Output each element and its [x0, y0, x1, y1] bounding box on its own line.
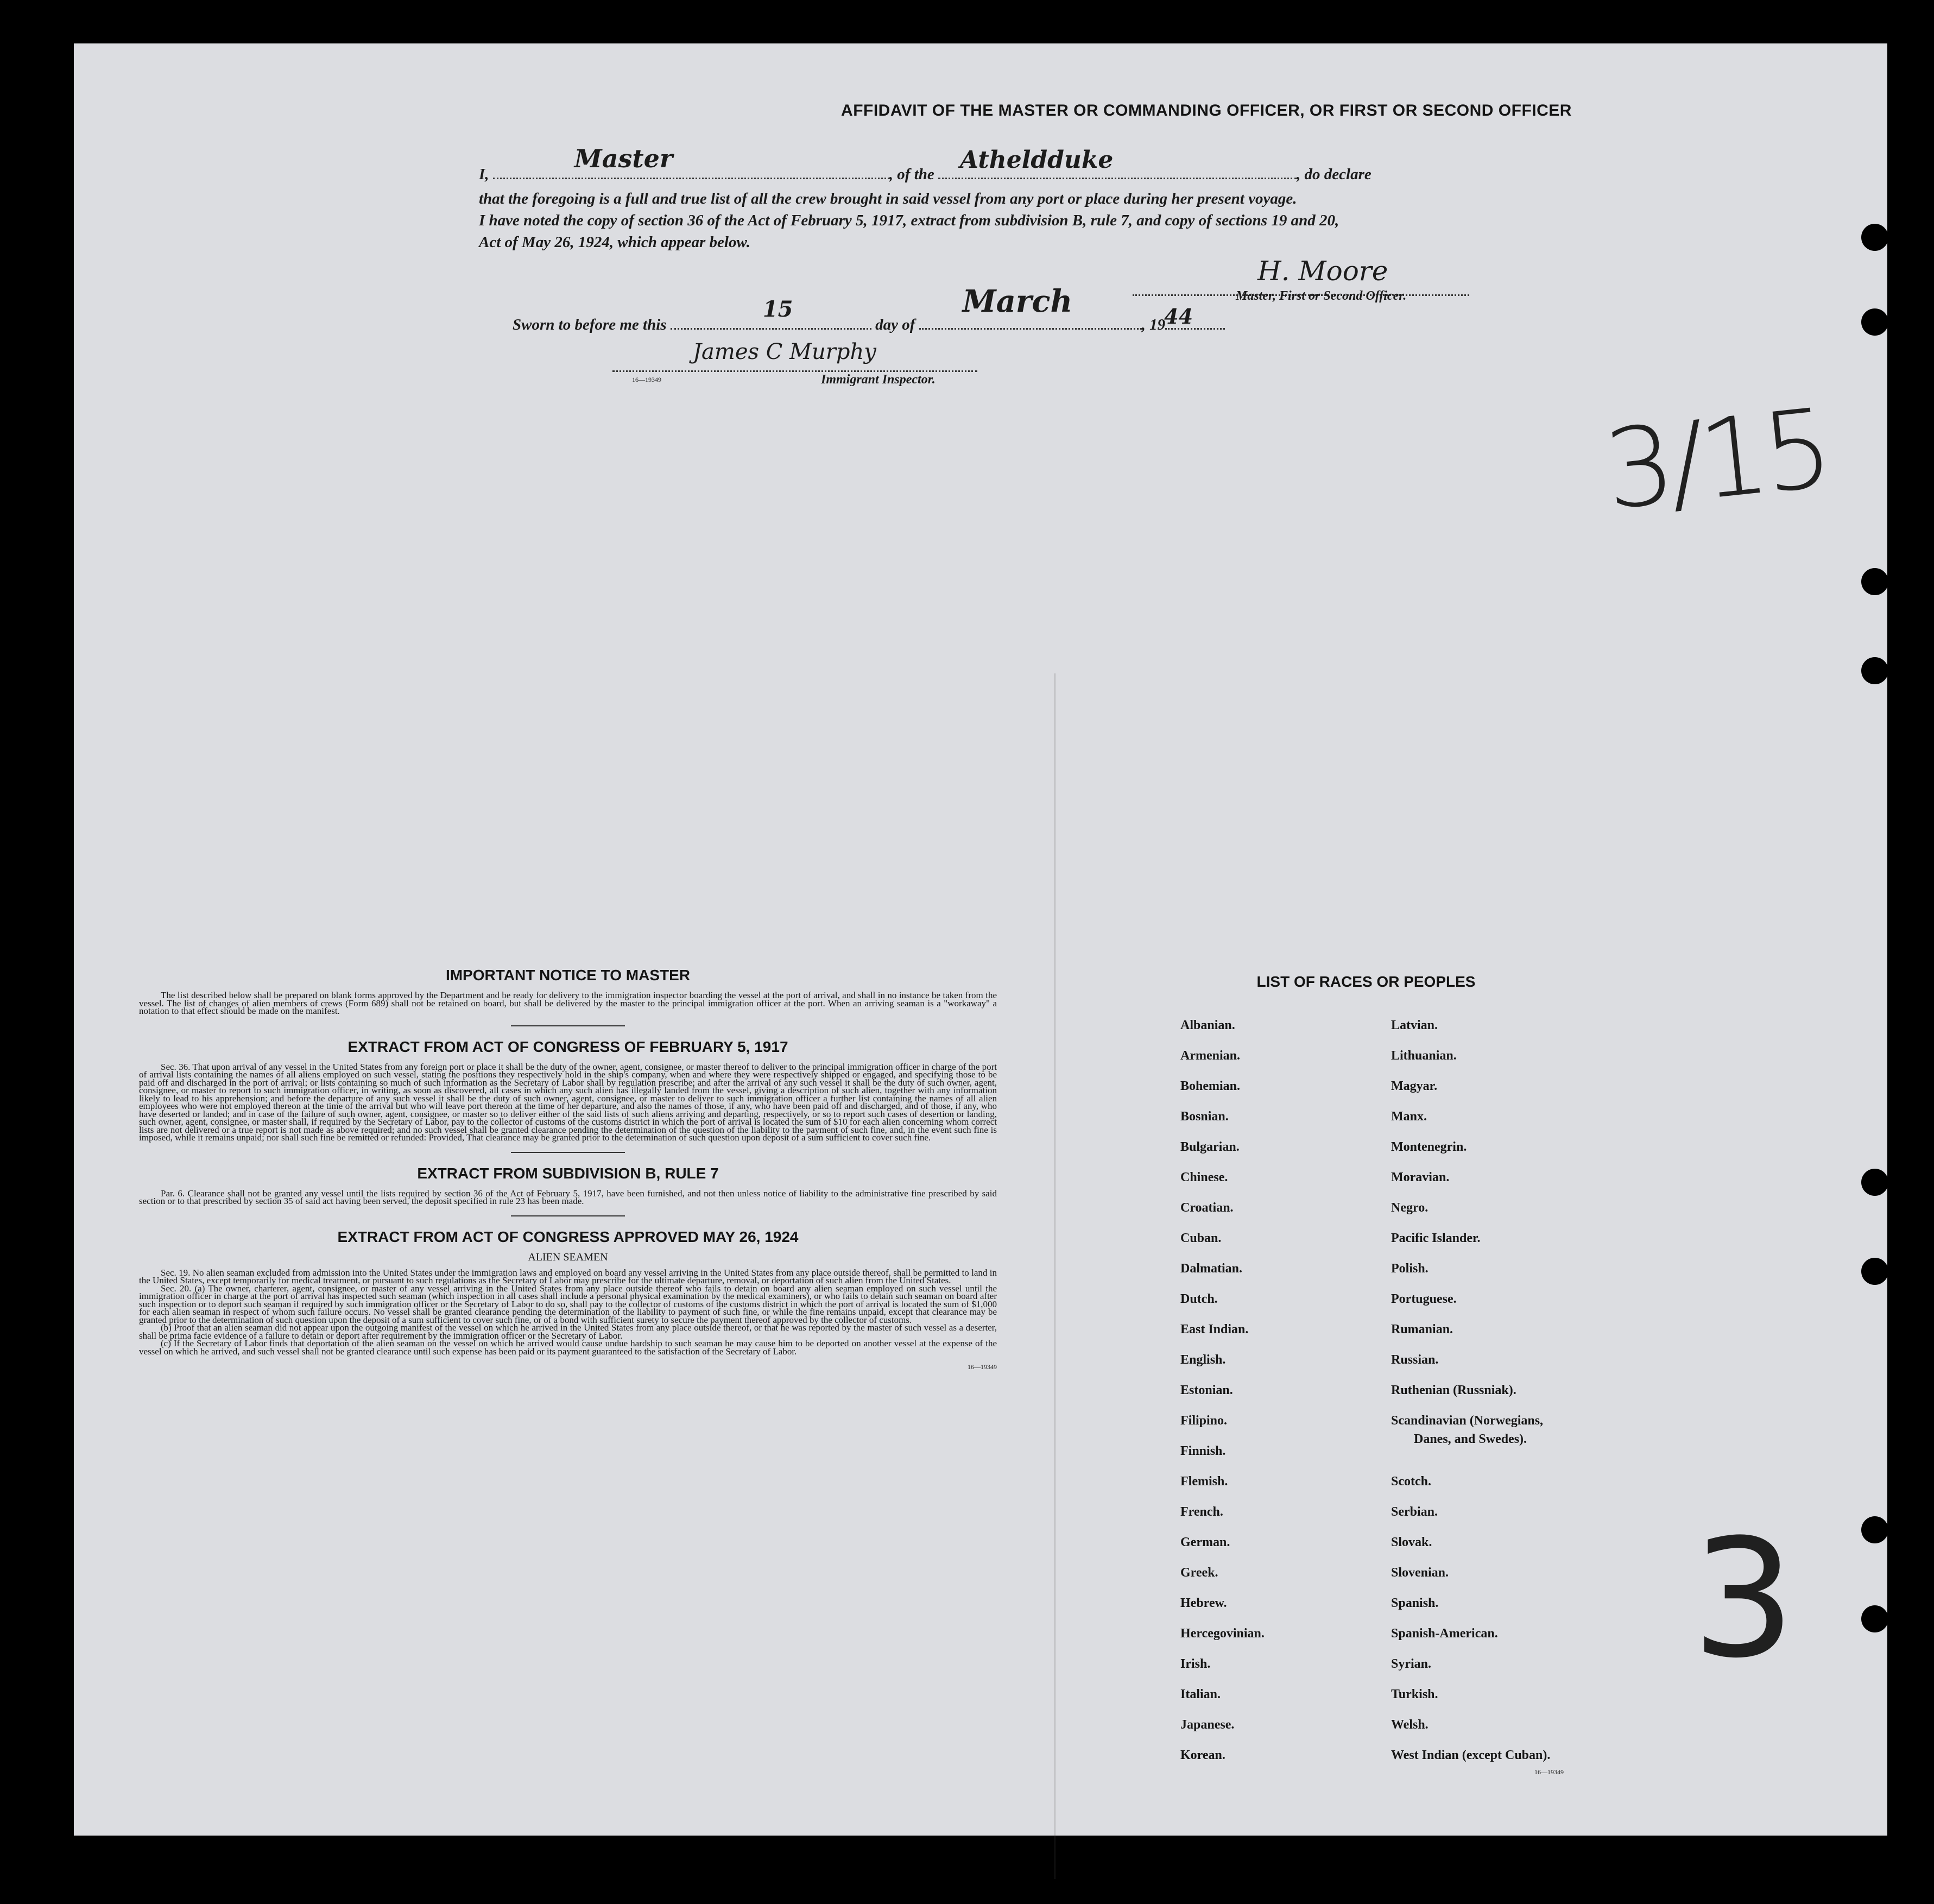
- year-handwriting: 44: [1164, 304, 1193, 329]
- notice-column: [139, 967, 997, 1371]
- declaration-line-3: I have noted the copy of section 36 of the Act of February 5, 1917, extract from subdivision B, rule 7, and copy of sections 19 and 20,: [479, 212, 1339, 229]
- notice-form-number: 16—19349: [968, 1363, 997, 1371]
- race-left-item: German.: [1180, 1535, 1230, 1549]
- race-right-item: Russian.: [1391, 1353, 1439, 1367]
- races-heading: LIST OF RACES OR PEOPLES: [1256, 973, 1476, 990]
- race-left-item: Filipino.: [1180, 1414, 1228, 1428]
- punch-hole: [1861, 1516, 1888, 1543]
- race-left-item: French.: [1180, 1505, 1223, 1519]
- race-left-item: English.: [1180, 1353, 1226, 1367]
- race-left-item: Flemish.: [1180, 1474, 1228, 1489]
- inspector-caption: Immigrant Inspector.: [821, 373, 936, 387]
- notice-heading: IMPORTANT NOTICE TO MASTER: [445, 967, 691, 983]
- extract3-sec20b: (b) Proof that an alien seaman did not appear upon the outgoing manifest of the vessel on which he arrived in the United States from any place outside thereof, or that he was reported by the master of such vessel as a deserter, shall be prima facie evidence of a failure to detain or deport after requirement by the immigration officer or the Secretary of Labor.: [139, 1322, 997, 1341]
- master-signature: H. Moore: [1257, 255, 1388, 287]
- race-right-item: Portuguese.: [1391, 1292, 1457, 1306]
- race-right-item: Polish.: [1391, 1262, 1429, 1276]
- form-page: [74, 43, 1887, 1836]
- race-right-item: Moravian.: [1391, 1170, 1450, 1184]
- race-right-item: Serbian.: [1391, 1505, 1438, 1519]
- declaration-line-2: that the foregoing is a full and true list of all the crew brought in said vessel from any port or place during her present voyage.: [479, 190, 1297, 207]
- punch-hole: [1861, 657, 1888, 684]
- race-right-item: Danes, and Swedes).: [1414, 1432, 1527, 1446]
- affidavit-form-number: 16—19349: [632, 376, 661, 383]
- race-left-item: Armenian.: [1180, 1049, 1240, 1063]
- year-field: [1164, 304, 1225, 330]
- extract1-body: Sec. 36. That upon arrival of any vessel in the United States from any foreign port or place it shall be the duty of the owner, agent, consignee, or master thereof to deliver to the principal immigration officer in charge of the port of arrival lists containing the names of all aliens employed on such vessel, stating the positions they respectively hold in the ship's company, when and where they were respectively shipped or engaged, and specifying those to be paid off and discharged in the port of arrival; or lists containing so much of such information as the Secretary of Labor shall by regulation prescribe; and after the arrival of any such vessel it shall be the duty of such owner, agent, consignee, or master to report to such immigration officer, in writing, as soon as discovered, all cases in which any such alien has illegally landed from the vessel, giving a description of such alien, together with any information likely to lead to his apprehension; and before the departure of any such vessel it shall be the duty of such owner, agent, consignee, or master to deliver to such immigration officer a further list containing the names of all alien employees who were not employed thereon at the time of the arrival but who will leave port thereon at the time of her departure, and also the names of those, if any, who have been paid off and discharged, and of those, if any, who have deserted or landed; and in case of the failure of such owner, agent, consignee, or master so to deliver either of the said lists of such aliens arriving and departing, respectively, or so to report such cases of desertion or landing, such owner, agent, consignee, or master shall, if required by the Secretary of Labor, pay to the collector of customs of the customs district in which the port of arrival is located the sum of $10 for each alien concerning whom correct lists are not delivered or a true report is not made as above required; and no such vessel shall be granted clearance pending the determination of the question of the liability to the payment of such fine, and, in the event such fine is imposed, while it remains unpaid; nor shall such fine be remitted or refunded: Provided, That clearance may be granted prior to the determination of such question upon deposit of a sum sufficient to cover such fine.: [139, 1061, 997, 1143]
- divider: [511, 1025, 625, 1026]
- extract1-heading: EXTRACT FROM ACT OF CONGRESS OF FEBRUARY 5, 1917: [347, 1038, 788, 1055]
- race-left-item: Cuban.: [1180, 1231, 1222, 1245]
- race-right-item: West Indian (except Cuban).: [1391, 1748, 1551, 1762]
- name-handwriting: Master: [574, 144, 673, 173]
- do-declare-label: , do declare: [1297, 166, 1372, 183]
- extract2-heading: EXTRACT FROM SUBDIVISION B, RULE 7: [417, 1164, 719, 1182]
- race-right-item: Montenegrin.: [1391, 1140, 1467, 1154]
- race-left-item: Bohemian.: [1180, 1079, 1241, 1093]
- race-left-item: Estonian.: [1180, 1383, 1233, 1397]
- day-of-label: day of: [875, 316, 915, 333]
- extract3-sec20a: Sec. 20. (a) The owner, charterer, agent, consignee, or master of any vessel arriving in the United States from any place outside thereof who fails to detain on board any alien seaman employed on such vessel until the immigration officer in charge at the port of arrival has inspected such seaman (which inspection in all cases shall include a personal physical examination by the medical examiners), or who fails to detain such seaman on board after such inspection or to deport such seaman if required by such immigration officer or the Secretary of Labor to do so, shall pay to the collector of customs of the customs district in which the port of arrival is located the sum of $1,000 for each alien seaman in respect of whom such failure occurs. No vessel shall be granted clearance pending the determination of the liability to payment of such fine, or while the fine remains unpaid, except that clearance may be granted prior to the determination of such question upon the deposit of a sum sufficient to cover such fine, or of a bond with sufficient surety to secure the payment thereof approved by the collector of customs.: [139, 1283, 997, 1325]
- race-left-item: Finnish.: [1180, 1444, 1226, 1458]
- race-left-item: Chinese.: [1180, 1170, 1228, 1184]
- race-right-item: Negro.: [1391, 1201, 1429, 1215]
- month-handwriting: March: [962, 283, 1073, 319]
- race-left-item: Greek.: [1180, 1566, 1218, 1580]
- race-left-item: Albanian.: [1180, 1018, 1235, 1032]
- extract3-subheading: ALIEN SEAMEN: [528, 1251, 608, 1263]
- race-right-item: Turkish.: [1391, 1687, 1438, 1701]
- divider: [511, 1152, 625, 1153]
- declare-i: I,: [479, 166, 489, 183]
- race-left-item: Hebrew.: [1180, 1596, 1227, 1610]
- race-right-item: Slovenian.: [1391, 1566, 1449, 1580]
- race-right-item: Spanish.: [1391, 1596, 1439, 1610]
- fold-crease: [1054, 673, 1056, 1879]
- of-the-label: , of the: [889, 166, 934, 183]
- race-left-item: Italian.: [1180, 1687, 1221, 1701]
- race-right-item: Lithuanian.: [1391, 1049, 1457, 1063]
- sworn-line: [513, 283, 1225, 334]
- race-right-item: Welsh.: [1391, 1718, 1429, 1732]
- race-left-item: Irish.: [1180, 1657, 1211, 1671]
- race-right-item: Pacific Islander.: [1391, 1231, 1481, 1245]
- races-form-number: 16—19349: [1534, 1768, 1564, 1776]
- vessel-field: [938, 146, 1297, 179]
- notice-body: The list described below shall be prepared on blank forms approved by the Department and be ready for delivery to the immigration inspector boarding the vessel at the port of arrival, and shall in no instance be taken from the vessel. The list of changes of alien members of crews (Form 689) shall not be retained on board, but shall be delivered by the master to the principal immigration officer at the port. When an arriving seaman is a "workaway" a notation to that effect should be made on the manifest.: [139, 990, 997, 1016]
- margin-number: 3: [1692, 1504, 1796, 1694]
- race-left-item: Hercegovinian.: [1180, 1626, 1265, 1641]
- inspector-signature: James C Murphy: [693, 339, 876, 364]
- race-left-item: Dalmatian.: [1180, 1262, 1242, 1276]
- sworn-label: Sworn to before me this: [513, 316, 667, 333]
- race-left-item: Japanese.: [1180, 1718, 1235, 1732]
- race-left-item: East Indian.: [1180, 1322, 1249, 1336]
- race-right-item: Magyar.: [1391, 1079, 1438, 1093]
- month-field: [919, 283, 1142, 330]
- race-right-item: Manx.: [1391, 1109, 1427, 1124]
- race-right-item: Syrian.: [1391, 1657, 1432, 1671]
- year-prefix: , 19: [1141, 316, 1166, 333]
- race-left-item: Bulgarian.: [1180, 1140, 1240, 1154]
- race-right-item: Slovak.: [1391, 1535, 1432, 1549]
- extract3-sec20c: (c) If the Secretary of Labor finds that deportation of the alien seaman on the vessel on which he arrived would cause undue hardship to such seaman he may cause him to be deported on another vessel at the expense of the vessel on which he arrived, and such vessel shall not be granted clearance until such expense has been paid or its payment guaranteed to the satisfaction of the Secretary of Labor.: [139, 1338, 997, 1357]
- extract3-heading: EXTRACT FROM ACT OF CONGRESS APPROVED MAY 26, 1924: [337, 1228, 799, 1245]
- extract2-body: Par. 6. Clearance shall not be granted any vessel until the lists required by section 36 of the Act of February 5, 1917, have been furnished, and not then unless notice of liability to the administrative fine prescribed by said section or to that prescribed by section 35 of said act having been served, the deposit specified in rule 23 has been made.: [139, 1188, 997, 1206]
- vessel-handwriting: Atheldduke: [960, 146, 1114, 174]
- declaration-line-4: Act of May 26, 1924, which appear below.: [479, 234, 750, 251]
- race-right-item: Spanish-American.: [1391, 1626, 1498, 1641]
- name-field: [493, 144, 889, 179]
- punch-hole: [1861, 224, 1888, 251]
- race-right-item: Ruthenian (Russniak).: [1391, 1383, 1516, 1397]
- punch-hole: [1861, 1605, 1888, 1632]
- extract3-sec19: Sec. 19. No alien seaman excluded from admission into the United States under the immigration laws and employed on board any vessel arriving in the United States from any place outside thereof, shall be permitted to land in the United States, except temporarily for medical treatment, or pursuant to such regulations as the Secretary of Labor may prescribe for the ultimate departure, removal, or deportation of such alien from the United States.: [139, 1267, 997, 1285]
- margin-fraction: 3/15: [1598, 385, 1834, 534]
- race-left-item: Croatian.: [1180, 1201, 1234, 1215]
- day-field: [671, 297, 871, 330]
- punch-hole: [1861, 1169, 1888, 1196]
- declaration-line-1: [479, 144, 1372, 184]
- race-right-item: Latvian.: [1391, 1018, 1438, 1032]
- day-handwriting: 15: [762, 297, 793, 322]
- punch-hole: [1861, 568, 1888, 595]
- race-right-item: Scandinavian (Norwegians,: [1391, 1414, 1544, 1428]
- race-right-item: Rumanian.: [1391, 1322, 1453, 1336]
- races-list: [1180, 1018, 1615, 1833]
- race-left-item: Bosnian.: [1180, 1109, 1229, 1124]
- punch-hole: [1861, 308, 1888, 336]
- affidavit-title: AFFIDAVIT OF THE MASTER OR COMMANDING OFFICER, OR FIRST OR SECOND OFFICER: [841, 102, 1572, 119]
- punch-hole: [1861, 1258, 1888, 1285]
- divider: [511, 1215, 625, 1216]
- race-left-item: Korean.: [1180, 1748, 1225, 1762]
- race-left-item: Dutch.: [1180, 1292, 1218, 1306]
- race-right-item: Scotch.: [1391, 1474, 1431, 1489]
- signature-caption: Master, First or Second Officer.: [1236, 289, 1407, 303]
